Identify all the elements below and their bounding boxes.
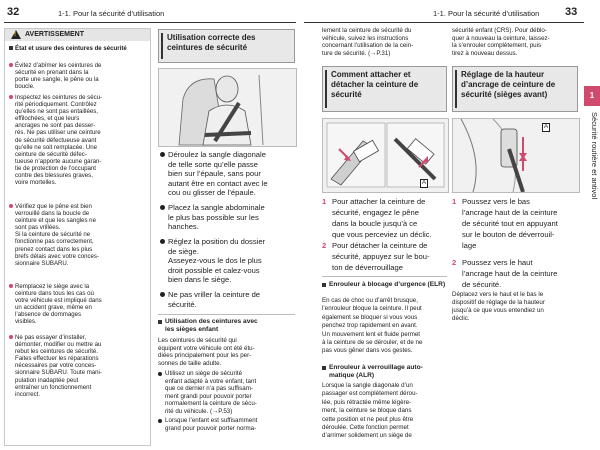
text-line: véhicule, suivez les instructions (322, 34, 409, 42)
text-line: que vous perceviez un déclic. (332, 230, 432, 239)
bullet-dot (9, 63, 13, 67)
text-line: Lorsque la sangle diagonale d’un (322, 382, 413, 389)
text-line: le plus bas possible sur les (168, 212, 259, 222)
text-line: rité du véhicule. (→P.53) (165, 407, 233, 415)
text-line: l’ancrage haut de la ceinture (462, 269, 558, 278)
text-line: tueuse n’apporte aucune garan- (15, 157, 102, 165)
text-line: enfant adapté à votre enfant, tant (165, 377, 257, 385)
usage-bullet (160, 150, 304, 198)
text-line: Évitez d’abîmer les ceintures de (15, 62, 102, 69)
numbered-step (452, 196, 588, 251)
text-line: En cas de choc ou d’arrêt brusque, (322, 297, 418, 304)
bullet-dot (160, 239, 165, 244)
numbered-step (322, 240, 458, 273)
text-line: cette position et ne peut plus être (322, 415, 414, 423)
chapter-side-title: Sécurité routière et antivol (590, 112, 599, 200)
text-line: quer à nouveau la ceinture, laissez- (452, 34, 550, 42)
usage-title-line: ceintures de sécurité (167, 43, 248, 52)
text-line: à la ceinture de se dérouler, et de ne (322, 339, 423, 347)
text-line: dans la boucle jusqu’à ce (332, 219, 418, 228)
warning-item (9, 334, 151, 398)
section-header-right: 1-1. Pour la sécurité d’utilisation (433, 9, 540, 18)
step-number: 2 (322, 241, 327, 250)
warning-item (9, 94, 151, 186)
warning-title: AVERTISSEMENT (25, 31, 84, 38)
text-line: Vérifiez que le pêne est bien (15, 203, 92, 210)
text-block (322, 382, 448, 441)
text-line: pulation inadaptée peut (15, 376, 79, 384)
seatbelt-usage-illustration (158, 68, 297, 147)
text-line: Poussez vers le haut (462, 258, 533, 267)
text-line: pas vous gêner dans vos gestes. (322, 347, 413, 355)
page-number-left: 32 (7, 6, 20, 18)
text-line: de sécurité. (462, 280, 502, 289)
text-line: sécurité. (168, 299, 197, 309)
step-number: 2 (452, 258, 457, 267)
text-line: également se bloquer si vous vous (322, 313, 418, 321)
text-line: Ne pas vriller la ceinture de (168, 290, 261, 299)
height-section-title: Réglage de la hauteur d’ancrage de ceinture de sécurité (sièges avant) (452, 66, 578, 112)
text-line: sécurité en prenant dans la (15, 69, 89, 77)
text-line: un accident grave, même en (15, 304, 92, 312)
text-line: rés. Ne pas utiliser une ceinture (15, 129, 101, 137)
callout-label-a: A (422, 180, 427, 186)
text-line: passager est complètement dérou- (322, 390, 418, 398)
text-line: ceinture de sécurité défec- (15, 150, 87, 158)
text-line: sécurité enfant (CRS). Pour déblo- (452, 27, 547, 34)
text-line: concernant l’utilisation de la cein- (322, 42, 414, 50)
text-line: votre véhicule est impliqué dans (15, 297, 102, 305)
text-line: ture de sécurité. (→P.31) (322, 49, 391, 57)
text-line: que ce dernier n’a pas suffisam- (165, 385, 253, 393)
usage-title-line: Utilisation correcte des (167, 33, 256, 42)
text-block (322, 27, 448, 57)
text-line: Inspectez les ceintures de sécu- (15, 94, 103, 101)
text-line: sonnes de taille adulte. (158, 359, 222, 367)
text-line: lée, puis rétractée même légère- (322, 398, 412, 406)
text-line: Déroulez la sangle diagonale (168, 150, 266, 159)
text-line: ment, la ceinture se bloque dans (322, 407, 412, 415)
bullet-dot (160, 292, 165, 297)
text-line: de siège. (168, 246, 199, 256)
text-line: sécurité, engagez le pêne (332, 208, 419, 217)
usage-bullet (160, 290, 304, 309)
divider (322, 276, 447, 277)
bullet-dot (160, 152, 165, 157)
bullet-dot (160, 205, 165, 210)
text-line: Déplacez vers le haut et le bas le (452, 291, 544, 298)
warning-triangle-icon (11, 30, 21, 39)
text-line: grand pour pouvoir porter norma- (165, 424, 257, 432)
text-line: sionnaire SUBARU. (15, 259, 69, 267)
text-line: droit possible et calez-vous (168, 265, 260, 275)
fasten-section-title: Comment attacher et détacher la ceinture de sécurité (322, 66, 447, 112)
page-number-right: 33 (565, 6, 578, 18)
numbered-step (452, 257, 588, 290)
text-line: incorrect. (15, 390, 41, 398)
warning-heading: État et usure des ceintures de sécurité (15, 45, 127, 52)
text-line: qu’elle ne soit remplacée. Une (15, 143, 97, 151)
text-line: d’arrimer solidement un siège de (322, 432, 412, 440)
text-line: nécessaires par votre conces- (15, 362, 97, 370)
bullet-dot (158, 372, 162, 376)
text-line: verrouillé dans la boucle de (15, 210, 90, 218)
elr-subsection-title: Enrouleur à blocage d’urgence (ELR) (322, 281, 454, 289)
text-line: équipent votre véhicule ont été étu- (158, 344, 255, 352)
buckle-illustration (322, 118, 449, 193)
text-line: brefs délais avec votre conces- (15, 252, 99, 260)
numbered-step (322, 196, 458, 240)
text-line: Les ceintures de sécurité qui (158, 337, 237, 344)
text-line: cou ou glisser de l’épaule. (168, 188, 256, 198)
text-line: déclic. (452, 315, 470, 322)
text-line: visibles. (15, 318, 37, 326)
text-line: de sécurité tout en appuyant (462, 219, 558, 228)
divider (158, 314, 295, 315)
text-line: autant être en contact avec le (168, 178, 268, 188)
text-line: de sécurité défectueuse avant (15, 136, 97, 144)
text-line: fonctionne pas correctement, (15, 238, 94, 246)
text-line: lage (462, 241, 477, 250)
text-line: Poussez vers le bas (462, 197, 530, 206)
text-line: rebut les ceintures de sécurité. (15, 348, 98, 356)
text-line: sionnaire SUBARU. Toute mani- (15, 369, 102, 377)
children-subsection-title: Utilisation des ceintures avec les sièges enfant (158, 318, 302, 334)
text-line: qu’elles ne sont pas entaillées, (15, 108, 98, 116)
anchor-height-illustration (452, 118, 580, 193)
text-line: l’ancrage haut de la ceinture (462, 208, 558, 217)
text-line: effilochées, et que leurs (15, 115, 80, 123)
text-line: Placez la sangle abdominale (168, 203, 265, 212)
text-line: porte une sangle, le pêne ou la (15, 76, 99, 84)
text-line: tirez à nouveau dessus. (452, 49, 518, 57)
text-line: Utilisez un siège de sécurité (165, 370, 243, 377)
text-line: lement la ceinture de sécurité du (322, 27, 412, 34)
text-line: Remplacez le siège avec la (15, 283, 90, 290)
text-block (452, 27, 578, 57)
text-line: tie de protection de l’occupant (15, 164, 96, 172)
text-line: sécurité, appuyez sur le bou- (332, 252, 430, 261)
text-line: prenez contact dans les plus (15, 245, 93, 253)
bullet-dot (9, 204, 13, 208)
text-line: boucle. (15, 83, 35, 91)
bullet-dot (9, 284, 13, 288)
text-line: sont pas vrillées. (15, 224, 61, 232)
text-line: Asseyez-vous le dos le plus (168, 256, 262, 266)
text-line: sur le bouton de déverrouil- (462, 230, 555, 239)
text-line: jusqu’à ce que vous entendiez un (452, 307, 544, 314)
text-line: diées principalement pour les per- (158, 352, 252, 360)
text-line: bien dans le siège. (168, 275, 232, 285)
chapter-tab[interactable]: 1 (584, 86, 600, 106)
children-item (158, 370, 303, 416)
warning-item (9, 203, 151, 267)
text-line: bien sur l’épaule, sans pour (168, 169, 261, 179)
text-line: Lorsque l’enfant est suffisamment (165, 417, 258, 424)
text-line: Faites effectuer les réparations (15, 355, 99, 363)
text-line: Réglez la position du dossier (168, 237, 266, 246)
text-line: voire mortelles. (15, 179, 57, 187)
usage-bullet (160, 237, 304, 285)
text-line: déroulée. Cette fonction permet (322, 424, 409, 432)
text-line: Ne pas essayer d’installer, (15, 334, 87, 341)
text-line: la s’enrouler complètement, puis (452, 42, 542, 50)
text-line: Pour attacher la ceinture de (332, 197, 426, 206)
text-line: ancrages ne sont pas desser- (15, 122, 96, 130)
bullet-dot (9, 335, 13, 339)
text-line: contre des blessures graves, (15, 172, 93, 180)
header-rule-right (304, 22, 584, 23)
text-line: Pour détacher la ceinture de (332, 241, 428, 250)
text-line: ton de déverrouillage (332, 263, 403, 272)
children-item (158, 417, 303, 432)
text-line: l’absence de dommages (15, 311, 82, 319)
text-line: normalement la ceinture de sécu- (165, 400, 257, 408)
text-line: ment grandi pour pouvoir porter (165, 392, 252, 400)
header-rule-left (4, 22, 296, 23)
alr-subsection-title: Enrouleur à verrouillage auto- matique (ALR) (322, 364, 454, 380)
text-line: penchez trop rapidement en avant. (322, 322, 418, 330)
warning-item (9, 45, 145, 52)
text-block (322, 297, 448, 356)
text-line: ceinture et que les sangles ne (15, 217, 96, 225)
section-header-left: 1-1. Pour la sécurité d’utilisation (58, 9, 165, 18)
text-line: démonter, modifier ou mettre au (15, 341, 102, 349)
usage-bullet (160, 203, 304, 232)
warning-item (9, 283, 151, 326)
usage-section-title (158, 29, 295, 63)
text-line: hanches. (168, 222, 199, 232)
children-body (158, 337, 296, 367)
bullet-dot (9, 95, 13, 99)
text-line: rité périodiquement. Contrôlez (15, 101, 97, 109)
bullet-dot (158, 419, 162, 423)
step-number: 1 (452, 197, 457, 206)
text-line: de telle sorte qu’elle passe (168, 159, 258, 169)
text-line: Si la ceinture de sécurité ne (15, 231, 91, 239)
text-line: Un mouvement lent et fluide permet (322, 330, 421, 338)
text-line: l’enrouleur bloque la ceinture. Il peut (322, 305, 422, 313)
text-line: dispositif de réglage de la hauteur (452, 299, 545, 306)
callout-label-a: A (544, 124, 549, 130)
warning-header: ! AVERTISSEMENT (5, 29, 150, 41)
text-line: ceinture dans tous les cas où (15, 290, 94, 298)
step-number: 1 (322, 197, 327, 206)
warning-item (9, 62, 151, 90)
text-line: entraîner un fonctionnement (15, 383, 92, 391)
text-block (452, 291, 578, 323)
